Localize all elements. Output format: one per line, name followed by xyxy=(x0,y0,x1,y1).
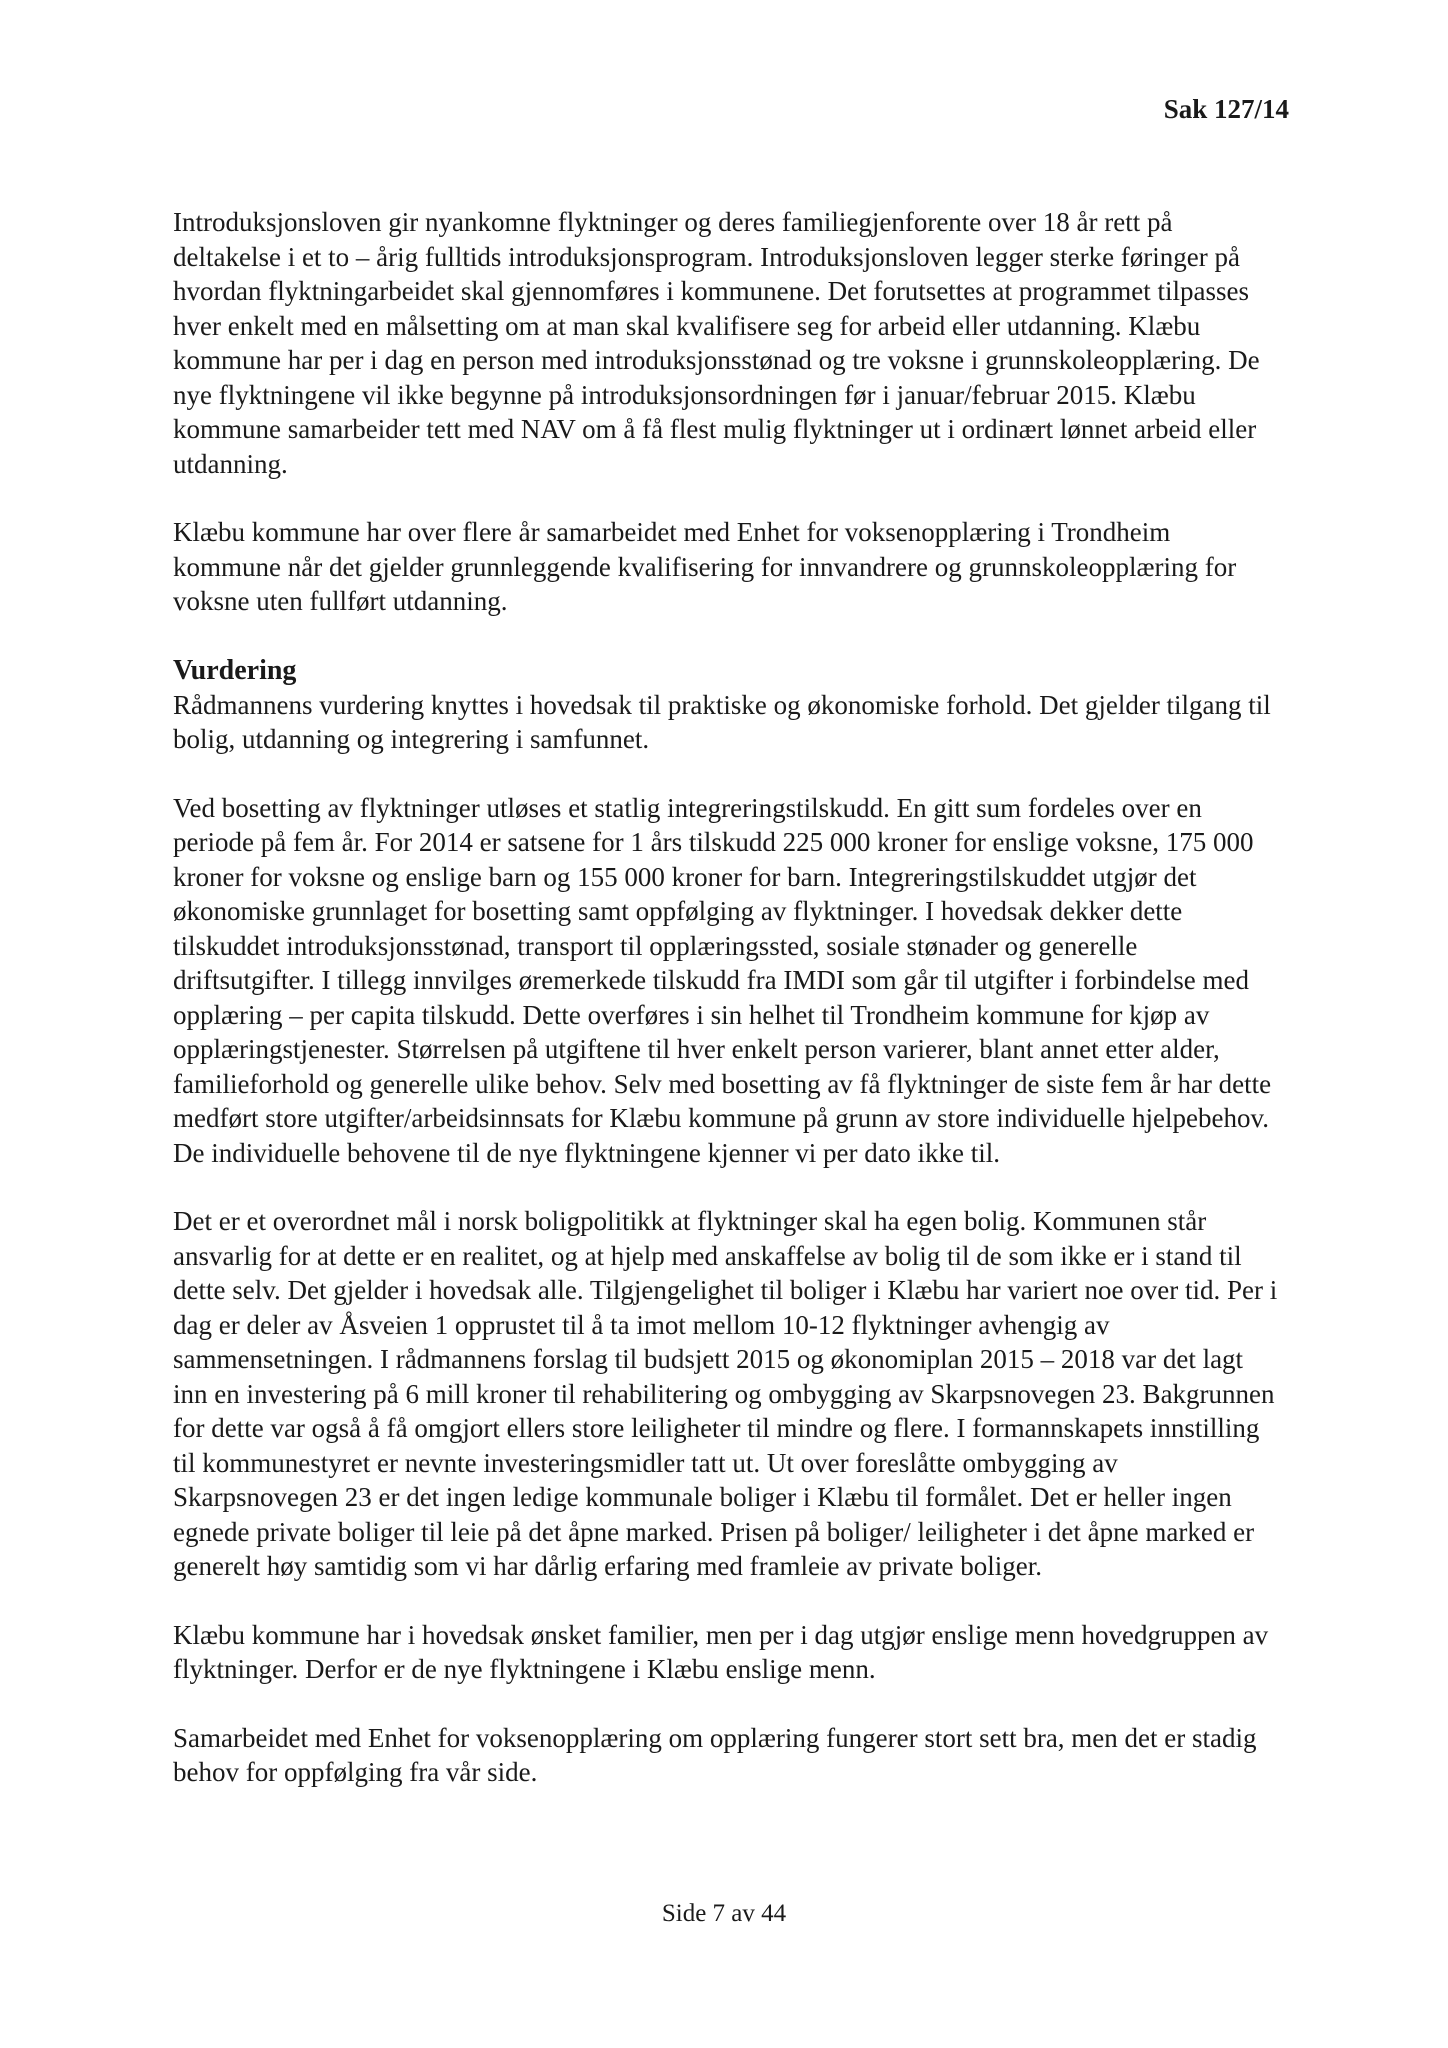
paragraph-assessment: Rådmannens vurdering knyttes i hovedsak til praktiske og økonomiske forhold. Det gjelder tilgang til bolig, utdanning og integrering i samfunnet. xyxy=(173,689,1271,754)
section-vurdering xyxy=(173,653,1283,1790)
paragraph-cooperation-trondheim: Klæbu kommune har over flere år samarbeidet med Enhet for voksenopplæring i Trondheim kommune når det gjelder grunnleggende kvalifisering for innvandrere og grunnskoleopplæring for voksne uten fullført utdanning. xyxy=(173,517,1237,616)
paragraph-adult-education: Samarbeidet med Enhet for voksenopplæring om opplæring fungerer stort sett bra, men det er stadig behov for oppfølging fra vår side. xyxy=(173,1722,1257,1787)
paragraph-integration-grant: Ved bosetting av flyktninger utløses et statlig integreringstilskudd. En gitt sum fordeles over en periode på fem år. For 2014 er satsene for 1 års tilskudd 225 000 kroner for enslige voksne, 175 000 kroner for voksne og enslige barn og 155 000 kroner for barn. Integreringstilskuddet utgjør det økonomiske grunnlaget for bosetting samt oppfølging av flyktninger. I hovedsak dekker dette tilskuddet introduksjonsstønad, transport til opplæringssted, sosiale stønader og generelle driftsutgifter. I tillegg innvilges øremerkede tilskudd fra IMDI som går til utgifter i forbindelse med opplæring – per capita tilskudd. Dette overføres i sin helhet til Trondheim kommune for kjøp av opplæringstjenester. Størrelsen på utgiftene til hver enkelt person varierer, blant annet etter alder, familieforhold og generelle ulike behov. Selv med bosetting av få flyktninger de siste fem år har dette medført store utgifter/arbeidsinnsats for Klæbu kommune på grunn av store individuelle hjelpebehov. De individuelle behovene til de nye flyktningene kjenner vi per dato ikke til. xyxy=(173,792,1272,1168)
section-heading: Vurdering xyxy=(173,654,297,686)
page-number: Side 7 av 44 xyxy=(661,1900,787,1927)
case-number: Sak 127/14 xyxy=(1163,94,1289,124)
paragraph-single-men: Klæbu kommune har i hovedsak ønsket familier, men per i dag utgjør enslige menn hovedgruppen av flyktninger. Derfor er de nye flyktningene i Klæbu enslige menn. xyxy=(173,1619,1269,1684)
document-body xyxy=(173,205,1283,1790)
paragraph-introduction-law: Introduksjonsloven gir nyankomne flyktninger og deres familiegjenforente over 18 år rett på deltakelse i et to – årig fulltids introduksjonsprogram. Introduksjonsloven legger sterke føringer på hvordan flyktningarbeidet skal gjennomføres i kommunene. Det forutsettes at programmet tilpasses hver enkelt med en målsetting om at man skal kvalifisere seg for arbeid eller utdanning. Klæbu kommune har per i dag en person med introduksjonsstønad og tre voksne i grunnskoleopplæring. De nye flyktningene vil ikke begynne på introduksjonsordningen før i januar/februar 2015. Klæbu kommune samarbeider tett med NAV om å få flest mulig flyktninger ut i ordinært lønnet arbeid eller utdanning. xyxy=(173,207,1260,479)
paragraph-housing: Det er et overordnet mål i norsk boligpolitikk at flyktninger skal ha egen bolig. Kommunen står ansvarlig for at dette er en realitet, og at hjelp med anskaffelse av bolig til de som ikke er i stand til dette selv. Det gjelder i hovedsak alle. Tilgjengelighet til boliger i Klæbu har variert noe over tid. Per i dag er deler av Åsveien 1 opprustet til å ta imot mellom 10-12 flyktninger avhengig av sammensetningen. I rådmannens forslag til budsjett 2015 og økonomiplan 2015 – 2018 var det lagt inn en investering på 6 mill kroner til rehabilitering og ombygging av Skarpsnovegen 23. Bakgrunnen for dette var også å få omgjort ellers store leiligheter til mindre og flere. I formannskapets innstilling til kommunestyret er nevnte investeringsmidler tatt ut. Ut over foreslåtte ombygging av Skarpsnovegen 23 er det ingen ledige kommunale boliger i Klæbu til formålet. Det er heller ingen egnede private boliger til leie på det åpne marked. Prisen på boliger/ leiligheter i det åpne marked er generelt høy samtidig som vi har dårlig erfaring med framleie av private boliger. xyxy=(173,1206,1278,1581)
